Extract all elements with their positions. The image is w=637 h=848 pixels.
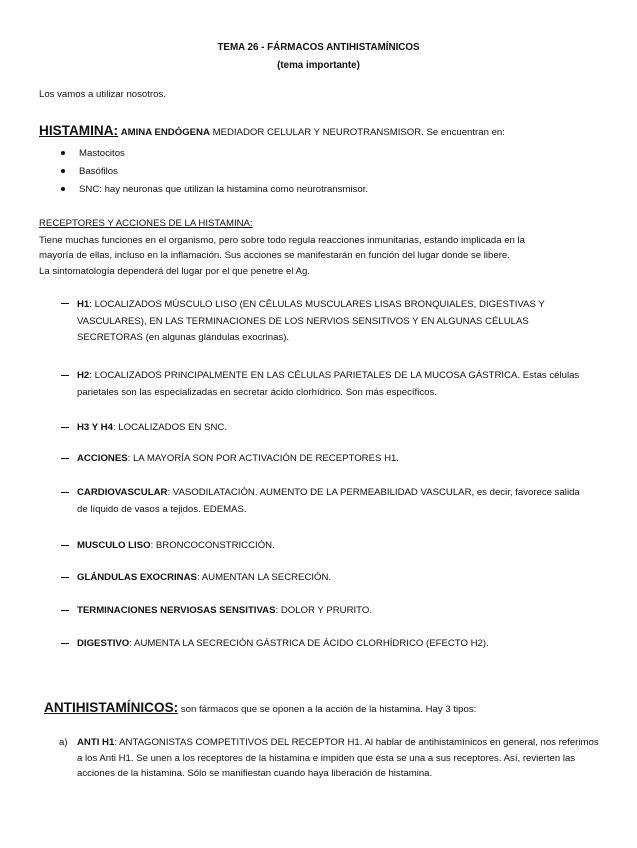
dash-icon [61,487,69,498]
dash-icon [61,572,69,583]
bullet-text: Mastocitos [79,148,125,159]
histamina-lead-bold: AMINA ENDÓGENA [120,127,210,138]
anti-h1-item [77,735,599,782]
receptor-item-glandulas [77,570,592,587]
item-label: TERMINACIONES NERVIOSAS SENSITIVAS [77,605,276,616]
dash-icon [61,540,69,551]
dash-icon [61,638,69,649]
item-text: : ANTAGONISTAS COMPETITIVOS DEL RECEPTOR H1. Al hablar de antihistamínicos en general, nos referimos a los Anti H1. Se unen a los receptores de la histamina e impiden que ésta se una a sus receptores. Así, revierten las acciones de la histamina. Sólo se manifiestan cuando haya liberación de histamina. [77,737,599,779]
document-title: TEMA 26 - FÁRMACOS ANTIHISTAMÍNICOS [217,42,420,53]
antihistaminicos-heading: ANTIHISTAMÍNICOS: [44,700,179,715]
histamina-line [39,123,505,138]
histamina-heading: HISTAMINA: [39,123,119,138]
item-label: ACCIONES [77,453,128,464]
item-label: H3 Y H4 [77,422,113,433]
receptores-line-3: La sintomatología dependerá del lugar por el que penetre el Ag. [39,266,310,277]
bullet-dot-icon [61,187,65,191]
item-label: CARDIOVASCULAR [77,487,168,498]
item-text: : LOCALIZADOS MÚSCULO LISO (EN CÉLULAS MUSCULARES LISAS BRONQUIALES, DIGESTIVAS Y VASCULARES), EN LAS TERMINACIONES DE LOS NERVIOS SENSITIVOS Y EN ALGUNAS CÉLULAS SECRETORAS (en algunas glándulas exocrinas). [77,299,545,343]
bullet-item [61,166,118,177]
item-text: : BRONCOCONSTRICCIÓN. [150,540,275,551]
item-text: : LA MAYORÍA SON POR ACTIVACIÓN DE RECEPTORES H1. [127,453,399,464]
intro-text: Los vamos a utilizar nosotros. [39,89,166,100]
item-text: : LOCALIZADOS EN SNC. [112,422,228,433]
item-label: ANTI H1 [77,737,115,748]
receptor-item-h3h4 [77,420,592,437]
item-text: : VASODILATACIÓN. AUMENTO DE LA PERMEABILIDAD VASCULAR, es decir, favorece salida de líquido de vasos a tejidos. EDEMAS. [77,487,580,515]
bullet-text: SNC: hay neuronas que utilizan la histamina como neurotransmisor. [79,184,369,195]
document-subtitle: (tema importante) [277,60,360,71]
receptor-item-h2 [77,368,592,401]
bullet-item [61,148,125,159]
bullet-dot-icon [61,169,65,173]
receptores-heading: RECEPTORES Y ACCIONES DE LA HISTAMINA: [39,218,253,229]
item-label: DIGESTIVO [77,638,130,649]
antihistaminicos-lead: son fármacos que se oponen a la acción de la histamina. Hay 3 tipos: [178,704,477,715]
receptor-item-cardiovascular [77,485,592,518]
item-label: H2 [77,370,90,381]
item-label: MUSCULO LISO [77,540,151,551]
item-text: : AUMENTAN LA SECRECIÓN. [196,572,332,583]
item-text: : LOCALIZADOS PRINCIPALMENTE EN LAS CÉLULAS PARIETALES DE LA MUCOSA GÁSTRICA. Estas células parietales son las especializadas en secretar ácido clorhídrico. Son más específicos. [77,370,580,398]
item-label: GLÁNDULAS EXOCRINAS [77,572,197,583]
dash-icon [61,422,69,433]
receptor-item-musculo-liso [77,538,592,555]
dash-icon [61,605,69,616]
receptores-line-1: Tiene muchas funciones en el organismo, pero sobre todo regula reacciones inmunitarias, estando implicada en la [39,235,526,246]
item-text: : AUMENTA LA SECRECIÓN GÁSTRICA DE ÁCIDO CLORHÍDRICO (EFECTO H2). [129,638,489,649]
antihistaminicos-line [44,700,476,715]
bullet-text: Basófilos [79,166,118,177]
item-text: : DOLOR Y PRURITO. [275,605,372,616]
list-marker-a: a) [59,737,68,748]
histamina-lead-rest: MEDIADOR CELULAR Y NEUROTRANSMISOR. Se encuentran en: [209,127,505,138]
bullet-item [61,184,368,195]
dash-icon [61,453,69,464]
dash-icon [61,370,69,381]
receptores-line-2: mayoría de ellas, incluso en la inflamación. Sus acciones se manifestarán en función del lugar donde se libere. [39,250,510,261]
receptor-item-h1 [77,297,592,347]
bullet-dot-icon [61,151,65,155]
receptor-item-digestivo [77,636,592,653]
receptor-item-acciones [77,451,592,468]
receptor-item-terminaciones [77,603,592,620]
dash-icon [61,298,69,309]
item-label: H1 [77,299,90,310]
